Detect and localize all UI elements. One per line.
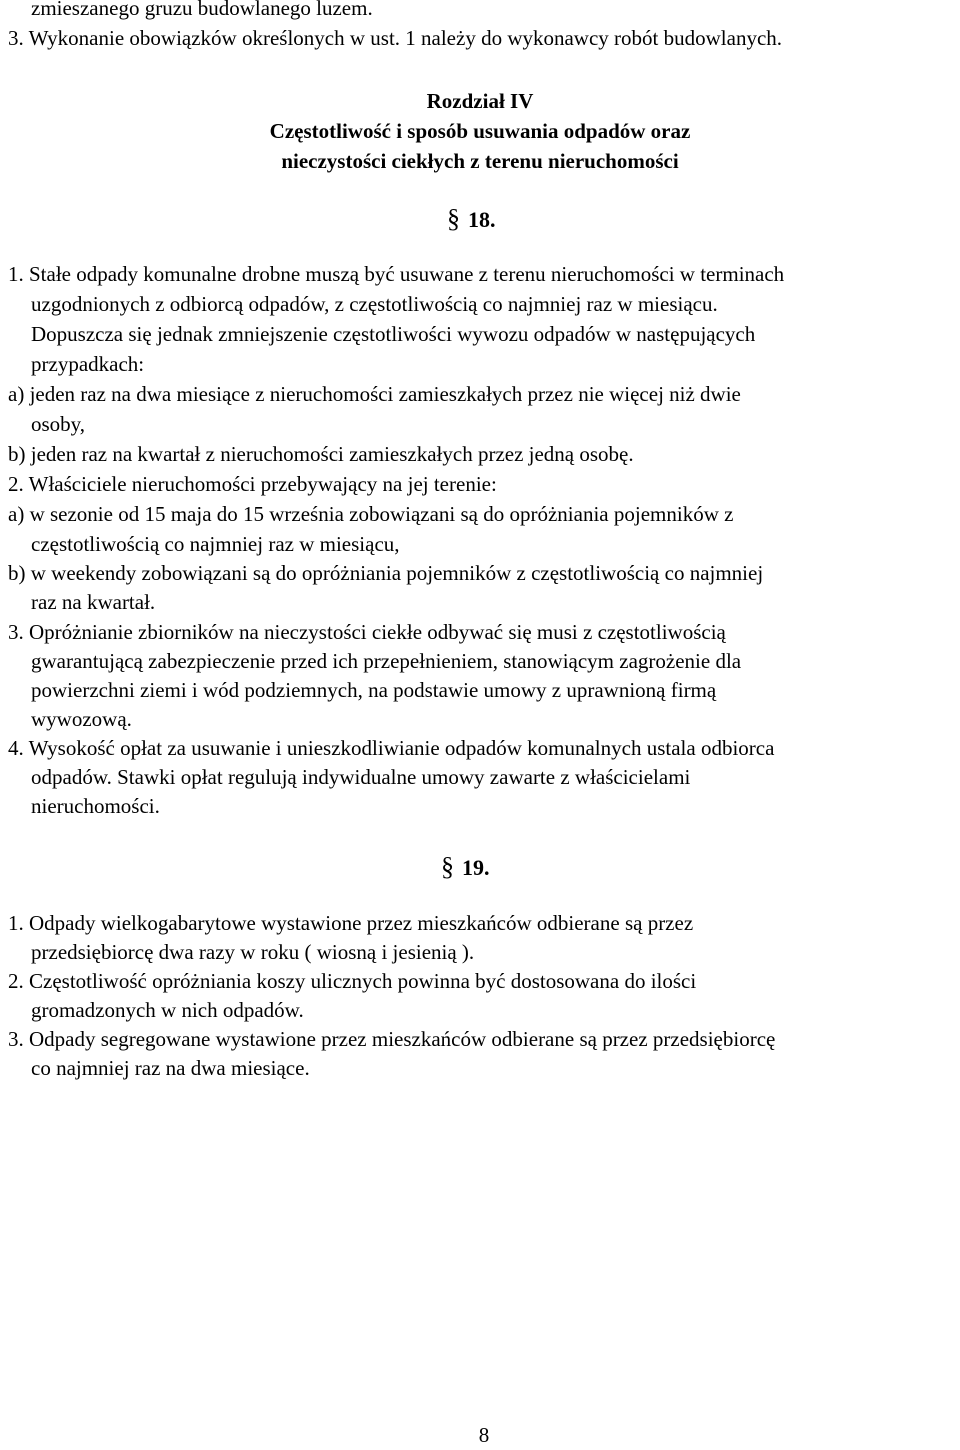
section-number: 18.: [468, 207, 496, 232]
page-number: 8: [478, 1423, 490, 1447]
paragraph-line: 1. Odpady wielkogabarytowe wystawione przez mieszkańców odbierane są przez: [8, 911, 694, 935]
list-item-line: osoby,: [31, 412, 86, 436]
section-number: 19.: [462, 855, 490, 880]
paragraph-line: 2. Właściciele nieruchomości przebywający na jej terenie:: [8, 472, 497, 496]
section-mark: §: [447, 204, 460, 233]
section-heading-19: [441, 852, 490, 882]
paragraph-line: Dopuszcza się jednak zmniejszenie częstotliwości wywozu odpadów w następujących: [31, 322, 756, 346]
paragraph-line: przedsiębiorcę dwa razy w roku ( wiosną i jesienią ).: [31, 940, 475, 964]
paragraph-line: 3. Wykonanie obowiązków określonych w ust. 1 należy do wykonawcy robót budowlanych.: [8, 26, 783, 50]
list-item-line: a) jeden raz na dwa miesiące z nieruchomości zamieszkałych przez nie więcej niż dwie: [8, 382, 741, 406]
list-item-line: b) w weekendy zobowiązani są do opróżniania pojemników z częstotliwością co najmniej: [8, 561, 764, 585]
paragraph-line: nieruchomości.: [31, 794, 160, 818]
section-mark: §: [441, 852, 454, 881]
chapter-title-line: nieczystości ciekłych z terenu nieruchomości: [281, 149, 679, 173]
list-item-line: częstotliwością co najmniej raz w miesiącu,: [31, 532, 400, 556]
list-item-line: b) jeden raz na kwartał z nieruchomości zamieszkałych przez jedną osobę.: [8, 442, 634, 466]
chapter-title-line: Częstotliwość i sposób usuwania odpadów oraz: [269, 119, 691, 143]
list-item-line: raz na kwartał.: [31, 590, 156, 614]
paragraph-line: 3. Odpady segregowane wystawione przez mieszkańców odbierane są przez przedsiębiorcę: [8, 1027, 776, 1051]
chapter-number: Rozdział IV: [426, 89, 534, 113]
paragraph-line: przypadkach:: [31, 352, 145, 376]
paragraph-line: gromadzonych w nich odpadów.: [31, 998, 304, 1022]
list-item-line: a) w sezonie od 15 maja do 15 września zobowiązani są do opróżniania pojemników z: [8, 502, 734, 526]
paragraph-line: 4. Wysokość opłat za usuwanie i unieszkodliwianie odpadów komunalnych ustala odbiorca: [8, 736, 775, 760]
paragraph-line: powierzchni ziemi i wód podziemnych, na podstawie umowy z uprawnioną firmą: [31, 678, 717, 702]
paragraph-line: 1. Stałe odpady komunalne drobne muszą być usuwane z terenu nieruchomości w terminach: [8, 262, 785, 286]
section-heading-18: [447, 204, 496, 234]
paragraph-line: co najmniej raz na dwa miesiące.: [31, 1056, 310, 1080]
continuation-line: zmieszanego gruzu budowlanego luzem.: [31, 0, 373, 20]
paragraph-line: odpadów. Stawki opłat regulują indywidualne umowy zawarte z właścicielami: [31, 765, 691, 789]
paragraph-line: 2. Częstotliwość opróżniania koszy ulicznych powinna być dostosowana do ilości: [8, 969, 697, 993]
paragraph-line: wywozową.: [31, 707, 132, 731]
paragraph-line: uzgodnionych z odbiorcą odpadów, z częstotliwością co najmniej raz w miesiącu.: [31, 292, 718, 316]
paragraph-line: gwarantującą zabezpieczenie przed ich przepełnieniem, stanowiącym zagrożenie dla: [31, 649, 742, 673]
paragraph-line: 3. Opróżnianie zbiorników na nieczystości ciekłe odbywać się musi z częstotliwością: [8, 620, 726, 644]
